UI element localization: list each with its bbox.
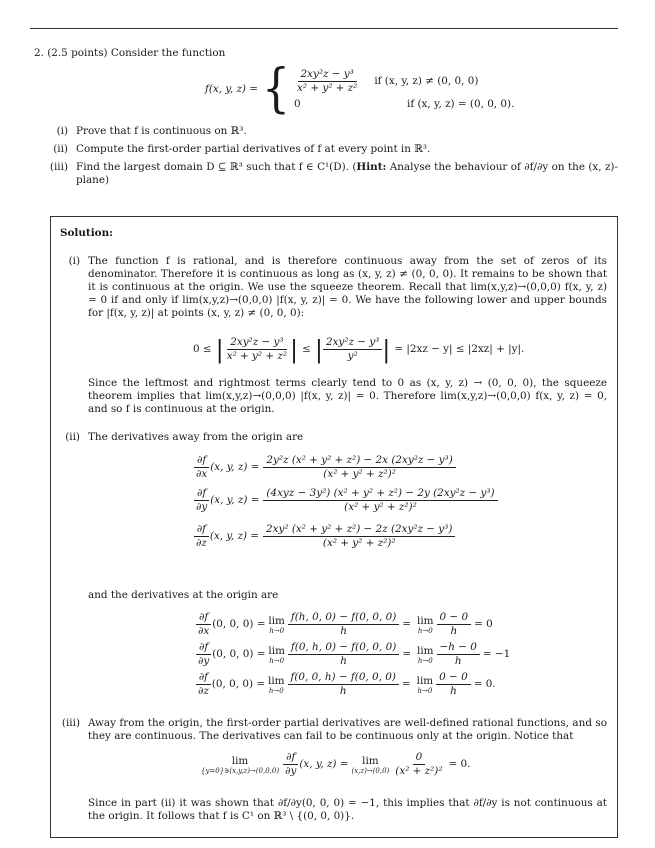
origin-derivative-y: $\frac{\partial f}{\partial y}$ (0, 0, 0) = lim h→0 $\frac{f(0, h, 0) - f(0, 0, 0)}{h}$ = lim h→0 $\frac{-h - 0}{h}$ = −1 xyxy=(198,641,511,667)
case1-fraction xyxy=(294,68,360,95)
problem-header: 2. (2.5 points) Consider the function xyxy=(34,47,226,59)
case2-condition: if (x, y, z) = (0, 0, 0). xyxy=(407,97,515,110)
squeeze-inequality: 0 ≤ | $\frac{\text{2xy²z − y³}}{\text{x² + y² + z²}}$ | ≤ | $\frac{\text{2xy²z − y³}}{\text{y²}}$ | = |2xz − y| ≤ |2xz| + |y|. xyxy=(193,335,525,364)
function-definition xyxy=(205,57,515,119)
derivative-z: $\frac{\partial f}{\partial z}$ (x, y, z) = $\frac{\text{2xy² (x² + y² + z²) − 2z (2xy²z − y³)}}{\text{(x² + y² + z²)²}}$ xyxy=(193,523,455,550)
solution-ii-origin-intro: and the derivatives at the origin are xyxy=(88,589,279,601)
part-iii-text: Find the largest domain D ⊆ ℝ³ such that f ∈ C¹(D). (Hint: Analyse the behaviour of ∂f/∂y on the (x, z)-plane) xyxy=(76,161,618,186)
part-i-text: Prove that f is continuous on ℝ³. xyxy=(76,125,247,137)
part-i-label: (i) xyxy=(56,125,68,137)
solution-iii-paragraph2: Since in part (ii) it was shown that ∂f/∂y(0, 0, 0) = −1, this implies that ∂f/∂y is not continuous at the origin. It follows that f is C¹ on ℝ³ \ {(0, 0, 0)}. xyxy=(88,797,607,822)
derivative-x: $\frac{\partial f}{\partial x}$ (x, y, z) = $\frac{\text{2y²z (x² + y² + z²) − 2x (2xy²z − y³)}}{\text{(x² + y² + z²)²}}$ xyxy=(193,454,456,481)
case1-denominator: x² + y² + z² xyxy=(297,81,358,94)
origin-derivative-z: $\frac{\partial f}{\partial z}$ (0, 0, 0) = lim h→0 $\frac{f(0, 0, h) - f(0, 0, 0)}{h}$ = lim h→0 $\frac{0 - 0}{h}$ = 0. xyxy=(195,671,496,698)
hint-label: Hint: xyxy=(356,161,387,173)
top-rule xyxy=(30,28,618,29)
origin-derivative-x: $\frac{\partial f}{\partial x}$ (0, 0, 0) = lim h→0 $\frac{f(h, 0, 0) - f(0, 0, 0)}{h}$ = lim h→0 $\frac{0 - 0}{h}$ = 0 xyxy=(198,611,493,637)
solution-i-paragraph1: The function f is rational, and is therefore continuous away from the set of zeros of its denominator. Therefore it is continuous as long as (x, y, z) ≠ (0, 0, 0). It remains to be shown that it is continuous at the origin. We use the squeeze theorem. Recall that lim(x,y,z)→(0,0,0) f(x, y, z) = 0 if and only if lim(x,y,z)→(0,0,0) |f(x, y, z)| = 0. We have the following lower and upper bounds for |f(x, y, z)| at points (x, y, z) ≠ (0, 0, 0): xyxy=(88,255,607,319)
solution-i-label: (i) xyxy=(68,255,80,267)
case1-condition: if (x, y, z) ≠ (0, 0, 0) xyxy=(374,74,479,87)
case1-numerator: 2xy²z − y³ xyxy=(298,68,357,82)
restricted-limit: lim {y=0}∋(x,y,z)→(0,0,0) $\frac{\partial f}{\partial y}$ (x, y, z) = lim (x,z)→(0,0) $\frac{0}{\text{(x² + z²)²}}$ = 0. xyxy=(201,751,471,777)
function-lhs: f(x, y, z) = xyxy=(205,82,258,95)
part-iii-label: (iii) xyxy=(49,161,68,173)
case2-value: 0 xyxy=(294,97,301,110)
ineq-fraction-1: $\frac{\text{2xy²z − y³}}{\text{x² + y² + z²}}$ xyxy=(226,336,288,362)
cases-brace: { xyxy=(262,57,290,119)
part-ii-text: Compute the first-order partial derivatives of f at every point in ℝ³. xyxy=(76,143,431,155)
derivative-y: $\frac{\partial f}{\partial y}$ (x, y, z) = $\frac{\text{(4xyz − 3y²) (x² + y² + z²) − 2y (2xy²z − y³)}}{\text{(x² + y² + z²)²}}$ xyxy=(193,487,498,514)
solution-iii-paragraph1: Away from the origin, the first-order partial derivatives are well-defined rational functions, and so they are continuous. The derivatives can fail to be continuous only at the origin. Notice that xyxy=(88,717,607,742)
solution-iii-label: (iii) xyxy=(61,717,80,729)
solution-title: Solution: xyxy=(60,227,114,239)
solution-ii-label: (ii) xyxy=(65,431,80,443)
solution-i-paragraph2: Since the leftmost and rightmost terms clearly tend to 0 as (x, y, z) → (0, 0, 0), the squeeze theorem implies that lim(x,y,z)→(0,0,0) |f(x, y, z)| = 0. Therefore lim(x,y,z)→(0,0,0) f(x, y, z) = 0, and so f is continuous at the origin. xyxy=(88,377,607,415)
ineq-fraction-2: $\frac{\text{2xy²z − y³}}{\text{y²}}$ xyxy=(323,336,382,363)
solution-ii-intro: The derivatives away from the origin are xyxy=(88,431,304,443)
part-ii-label: (ii) xyxy=(53,143,68,155)
